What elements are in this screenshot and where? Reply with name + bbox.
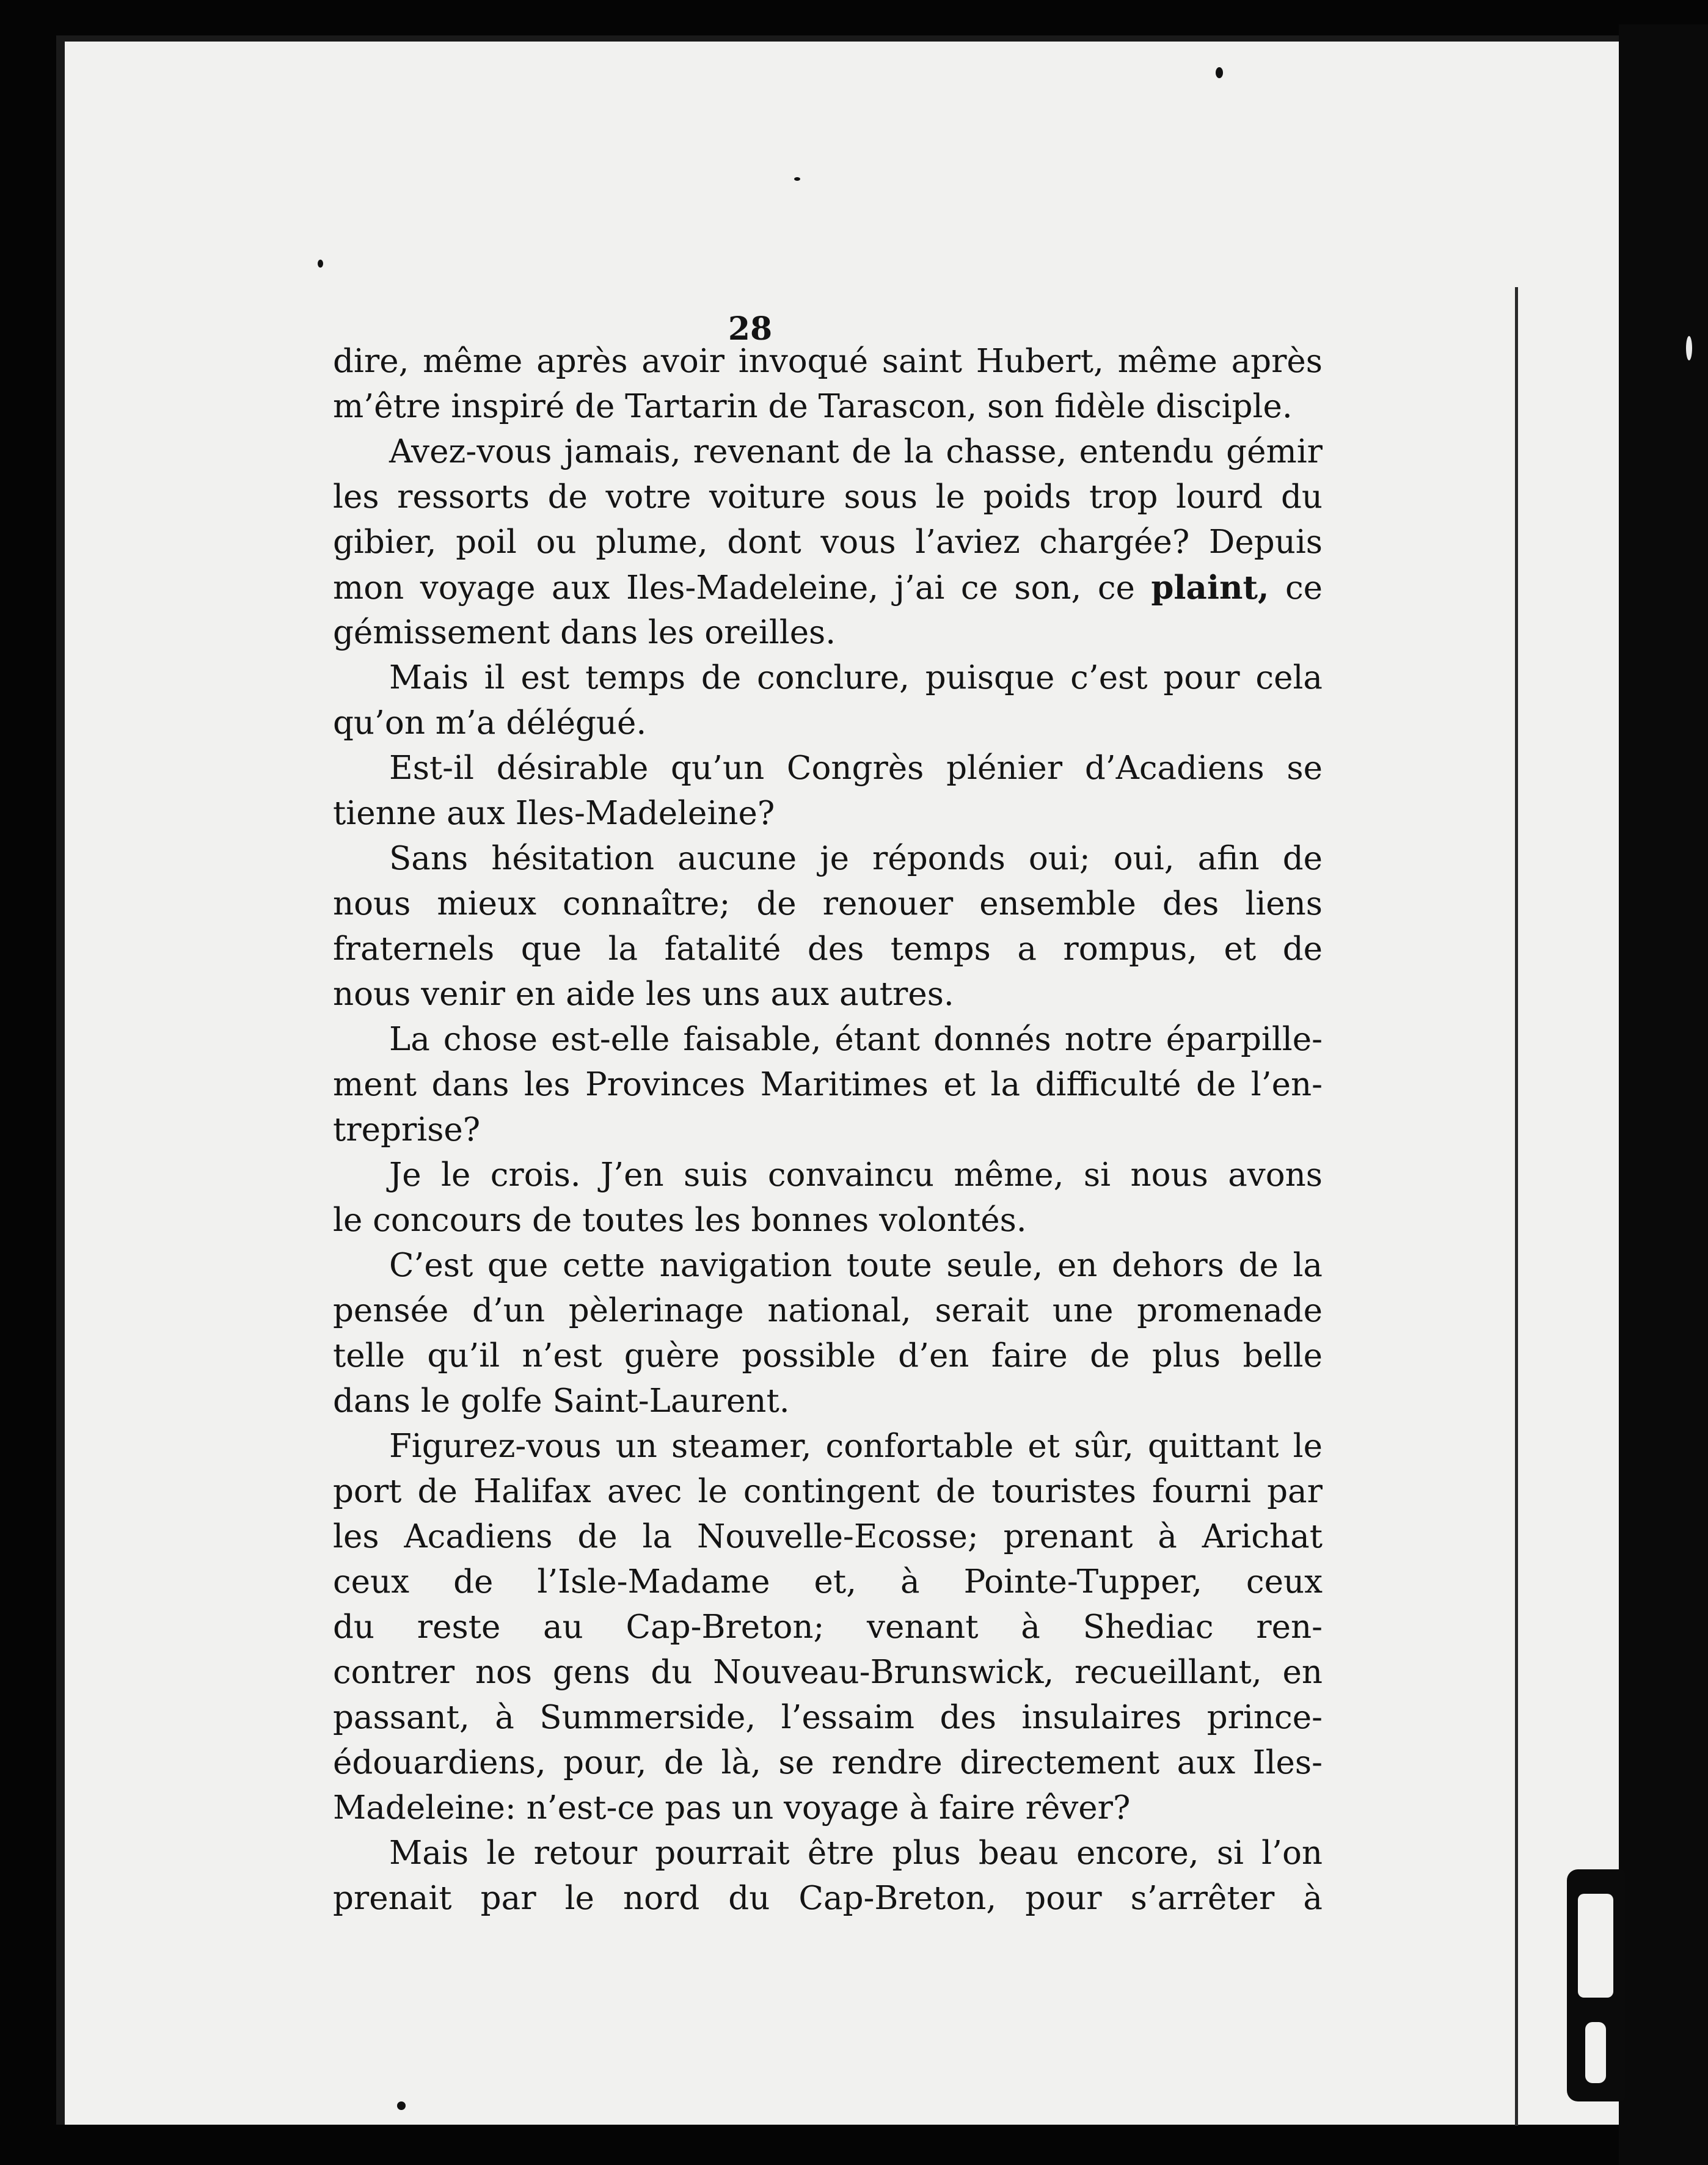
text-line: les ressorts de votre voiture sous le poids trop lourd du [333, 478, 1323, 516]
text-line: édouardiens, pour, de là, se rendre directement aux Iles- [333, 1744, 1323, 1781]
scan-dark-margin [1619, 24, 1708, 2165]
text-line: Est-il désirable qu’un Congrès plénier d’Acadiens se [389, 750, 1323, 787]
text-line: passant, à Summerside, l’essaim des insulaires prince- [333, 1699, 1323, 1736]
text-line: telle qu’il n’est guère possible d’en faire de plus belle [333, 1337, 1323, 1375]
text-line: treprise? [333, 1111, 481, 1148]
text-line: fraternels que la fatalité des temps a rompus, et de [333, 930, 1323, 968]
page-edge-rule [1515, 287, 1518, 2126]
body-text [333, 339, 1323, 1921]
text-line: Madeleine: n’est-ce pas un voyage à faire rêver? [333, 1789, 1131, 1827]
text-line: qu’on m’a délégué. [333, 704, 647, 742]
text-line: nous venir en aide les uns aux autres. [333, 976, 954, 1013]
scan-speck [1216, 67, 1223, 78]
text-line: tienne aux Iles-Madeleine? [333, 795, 775, 832]
text-line: Mais le retour pourrait être plus beau encore, si l’on [389, 1835, 1323, 1872]
text-line: Je le crois. J’en suis convaincu même, si nous avons [389, 1156, 1323, 1194]
text-line: gémissement dans les oreilles. [333, 614, 836, 651]
text-line: C’est que cette navigation toute seule, en dehors de la [389, 1247, 1323, 1284]
text-line: pensée d’un pèlerinage national, serait une promenade [333, 1292, 1323, 1329]
page-number: 28 [728, 310, 773, 348]
text-line: dans le golfe Saint-Laurent. [333, 1382, 790, 1420]
scan-speck [318, 260, 323, 268]
text-line: Sans hésitation aucune je réponds oui; oui, afin de [389, 840, 1323, 877]
text-line: m’être inspiré de Tartarin de Tarascon, son fidèle disciple. [333, 388, 1293, 425]
scan-speck [397, 2101, 406, 2110]
text-line: dire, même après avoir invoqué saint Hubert, même après [333, 343, 1323, 380]
text-line: mon voyage aux Iles-Madeleine, j’ai ce son, ce plaint, ce [333, 569, 1323, 607]
text-line: ceux de l’Isle-Madame et, à Pointe-Tupper, ceux [333, 1563, 1323, 1601]
text-line: les Acadiens de la Nouvelle-Ecosse; prenant à Arichat [333, 1518, 1323, 1555]
text-line: gibier, poil ou plume, dont vous l’aviez chargée? Depuis [333, 524, 1323, 561]
text-line: Mais il est temps de conclure, puisque c’est pour cela [389, 659, 1323, 696]
text-line: ment dans les Provinces Maritimes et la difficulté de l’en- [333, 1066, 1323, 1103]
scan-speck [1686, 336, 1692, 360]
text-line: nous mieux connaître; de renouer ensemble des liens [333, 885, 1323, 922]
text-line: contrer nos gens du Nouveau-Brunswick, recueillant, en [333, 1654, 1323, 1691]
text-line: Avez-vous jamais, revenant de la chasse, entendu gémir [389, 433, 1323, 470]
binding-clip-mark [1567, 1869, 1625, 2101]
scan-speck [794, 177, 800, 181]
text-line: du reste au Cap-Breton; venant à Shediac ren- [333, 1608, 1323, 1646]
text-line: prenait par le nord du Cap-Breton, pour s’arrêter à [333, 1880, 1323, 1917]
text-line: port de Halifax avec le contingent de touristes fourni par [333, 1473, 1323, 1510]
text-line: le concours de toutes les bonnes volontés. [333, 1202, 1027, 1239]
text-line: Figurez-vous un steamer, confortable et sûr, quittant le [389, 1428, 1323, 1465]
text-line: La chose est-elle faisable, étant donnés notre éparpille- [389, 1021, 1323, 1058]
